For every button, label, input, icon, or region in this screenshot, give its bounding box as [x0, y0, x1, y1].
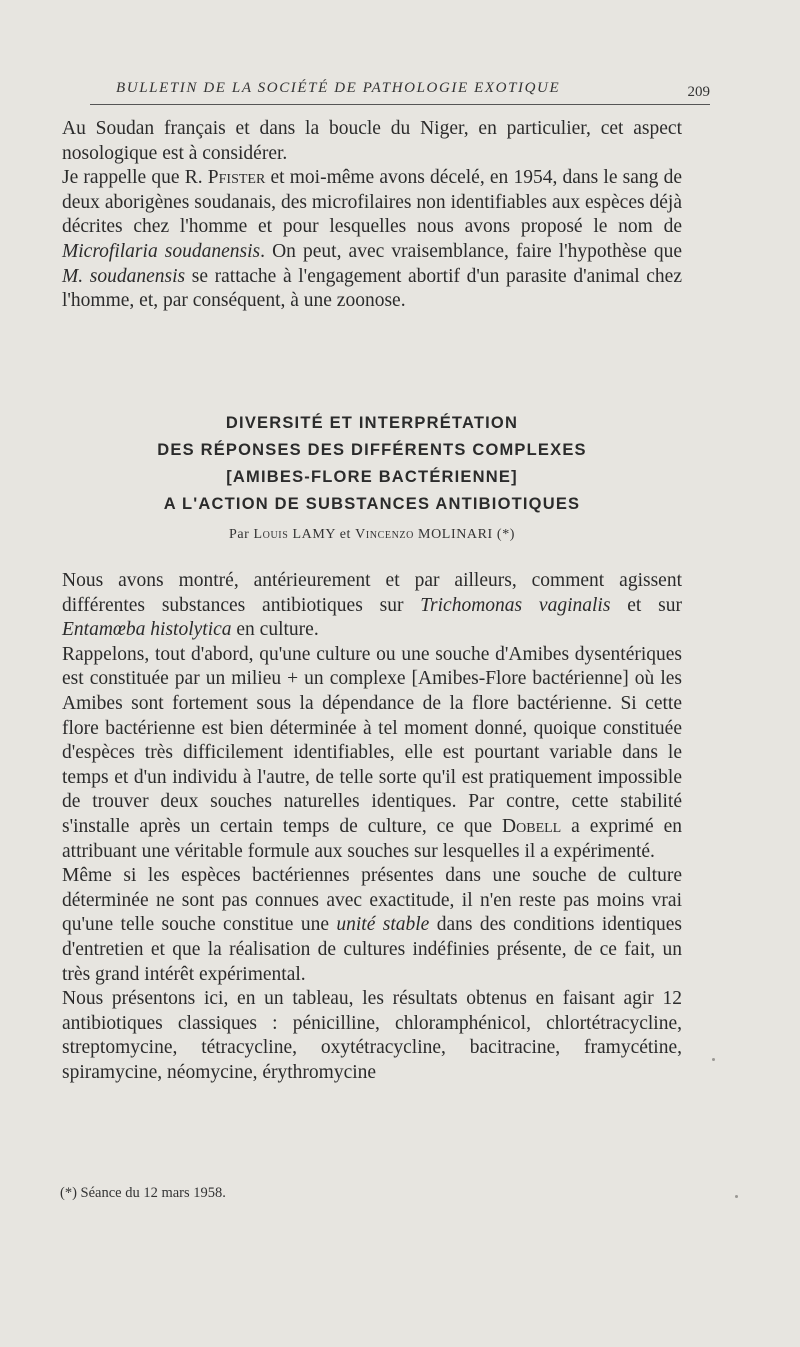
- byline: [62, 527, 682, 543]
- species-name: Microfilaria soudanensis: [62, 240, 261, 262]
- text-run: Même si les espèces bactériennes présentes dans une souche de culture déterminée ne sont pas connues avec exactitude, il n'en reste pas moins vrai qu'une telle souche constitue une: [62, 865, 682, 936]
- text-run: se rattache à l'engagement abortif d'un parasite d'animal chez l'homme, et, par conséquent, à une zoonose.: [62, 265, 682, 312]
- text-run: dans des conditions identiques d'entretien et que la réalisation de cultures indéfinies présente, de ce fait, un très grand intérêt expérimental.: [62, 914, 683, 985]
- species-name: M. soudanensis: [62, 265, 186, 287]
- author-name: Dobell: [502, 815, 562, 837]
- paragraph: [62, 864, 682, 987]
- page-number: 209: [687, 84, 710, 100]
- title-line: A L'ACTION DE SUBSTANCES ANTIBIOTIQUES: [163, 495, 581, 513]
- paragraph: [62, 643, 682, 864]
- paragraph: [62, 569, 682, 643]
- paragraph: [62, 166, 682, 314]
- text-run: a exprimé en attribuant une véritable formule aux souches sur lesquelles il a expérimenté.: [62, 815, 683, 862]
- species-name: Trichomonas vaginalis: [420, 594, 611, 616]
- title-line: DIVERSITÉ ET INTERPRÉTATION: [225, 414, 519, 432]
- paper-speck: [735, 1195, 738, 1198]
- author-last-name: LAMY: [292, 527, 336, 542]
- emphasis: unité stable: [336, 914, 430, 936]
- text-run: . On peut, avec vraisemblance, faire l'hypothèse que: [260, 240, 682, 262]
- paragraph: Au Soudan français et dans la boucle du Niger, en particulier, cet aspect nosologique est à considérer.: [62, 118, 682, 164]
- byline-prefix: Par: [228, 527, 254, 542]
- article-body: [62, 569, 682, 1085]
- journal-title: BULLETIN DE LA SOCIÉTÉ DE PATHOLOGIE EXOTIQUE: [116, 80, 561, 96]
- text-run: Rappelons, tout d'abord, qu'une culture ou une souche d'Amibes dysentériques est constituée par un milieu + un complexe [Amibes-Flore bactérienne] où les Amibes sont fortement sous la dépendance de la flore bactérienne. Si cette flore bactérienne est bien déterminée à tel moment donné, quoique constituée d'espèces très difficilement identifiables, elle est pourtant variable dans le temps et d'un individu à l'autre, de telle sorte qu'il est pratiquement impossible de trouver deux souches naturelles identiques. Par contre, cette stabilité s'installe après un certain temps de culture, ce que: [62, 643, 682, 837]
- title-line: [AMIBES-FLORE BACTÉRIENNE]: [226, 468, 518, 486]
- species-name: Entamœba histolytica: [62, 619, 232, 641]
- author-first-name: Vincenzo: [355, 527, 414, 542]
- text-run: en culture.: [231, 619, 319, 641]
- footnote: (*) Séance du 12 mars 1958.: [60, 1185, 226, 1201]
- paragraph: Nous présentons ici, en un tableau, les résultats obtenus en faisant agir 12 antibiotiques classiques : pénicilline, chloramphénicol, chlortétracycline, streptomycine, tétracycline, oxytétracycline, bacitracine, framycétine, spiramycine, néomycine, érythromycine: [62, 988, 682, 1083]
- title-line: DES RÉPONSES DES DIFFÉRENTS COMPLEXES: [157, 441, 587, 459]
- article-title: [62, 410, 682, 518]
- text-run: Nous avons montré, antérieurement et par ailleurs, comment agissent différentes substances antibiotiques sur: [62, 570, 682, 616]
- text-run: et moi-même avons décelé, en 1954, dans le sang de deux aborigènes soudanais, des microfilaires non identifiables aux espèces déjà décrites chez l'homme et pour lesquelles nous avons proposé le nom de: [62, 167, 683, 238]
- text-run: Je rappelle que R.: [62, 167, 208, 189]
- text-run: et sur: [610, 594, 682, 616]
- previous-article-text: [62, 117, 682, 314]
- author-first-name: Louis: [253, 527, 289, 542]
- paper-speck: [712, 1058, 715, 1061]
- footnote-marker: (*): [492, 527, 516, 542]
- running-head: [90, 78, 710, 105]
- byline-and: et: [335, 527, 356, 542]
- author-name: Pfister: [207, 167, 266, 189]
- author-last-name: MOLINARI: [418, 527, 493, 542]
